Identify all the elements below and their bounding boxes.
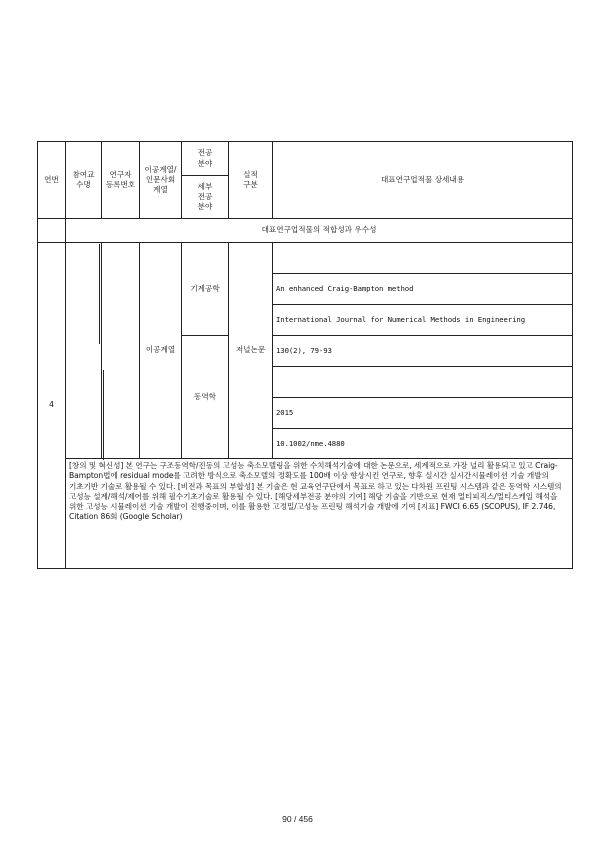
record-registration	[102, 243, 140, 459]
header-detail: 대표연구업적물 상세내용	[273, 142, 573, 219]
detail-volume-pages: 130(2), 79-93	[273, 336, 573, 367]
header-major: 전공 분야	[182, 142, 229, 176]
header-instructor: 참여교 수명	[66, 142, 102, 219]
header-registration: 연구자 등록번호	[102, 142, 140, 219]
achievement-table	[37, 141, 573, 569]
header-type: 실적 구분	[229, 142, 273, 219]
record-type: 저널논문	[229, 243, 273, 459]
record-instructor	[66, 243, 102, 459]
record-description: [창의 및 혁신성] 본 연구는 구조동역학/진동의 고성능 축소모델링을 위한 수치해석기술에 대한 논문으로, 세계적으로 가장 널리 활용되고 있고 Craig-Bampton법에 residual mode를 고려한 방식으로 축소모델의 정확도를 100배 이상 향상시킨 연구로, 향후 실시간 실시간시뮬레이션 기술 개발의 기초기반 기술로 활용될 수 있다. [비전과 목표의 부합성] 본 기술은 현 교육연구단에서 목표로 하고 있는 다차원 프린팅 시스템과 같은 동역학 시스템의 고성능 설계/해석/제어를 위해 필수기초기술로 활용될 수 있다. [해당세부전공 분야의 기여] 해당 기술을 기반으로 현재 멀티피직스/멀티스케일 해석을 위한 고성능 시뮬레이션 기술 개발이 진행중이며, 이를 활용한 고정밀/고성능 프린팅 해석기술 개발에 기여 [지표] FWCI 6.65 (SCOPUS), IF 2.746, Citation 86회 (Google Scholar)	[66, 459, 573, 569]
detail-row-5	[273, 367, 573, 398]
sub-header: 대표연구업적물의 적합성과 우수성	[66, 219, 573, 243]
detail-journal: International Journal for Numerical Methods in Engineering	[273, 305, 573, 336]
header-submajor: 세부 전공 분야	[182, 176, 229, 219]
record-submajor: 동역학	[182, 336, 229, 459]
detail-row-1	[273, 243, 573, 274]
detail-year: 2015	[273, 398, 573, 429]
blank-divider-2	[103, 370, 104, 460]
detail-title: An enhanced Craig-Bampton method	[273, 274, 573, 305]
record-no: 4	[38, 243, 66, 569]
detail-doi: 10.1002/nme.4880	[273, 429, 573, 459]
header-no: 연번	[38, 142, 66, 219]
blank-divider-1	[99, 244, 100, 344]
record-major: 기계공학	[182, 243, 229, 336]
header-no-continued	[38, 219, 66, 243]
record-field: 이공계열	[140, 243, 182, 459]
header-field: 이공계열/ 인문사회 계열	[140, 142, 182, 219]
page-number: 90 / 456	[282, 814, 313, 824]
